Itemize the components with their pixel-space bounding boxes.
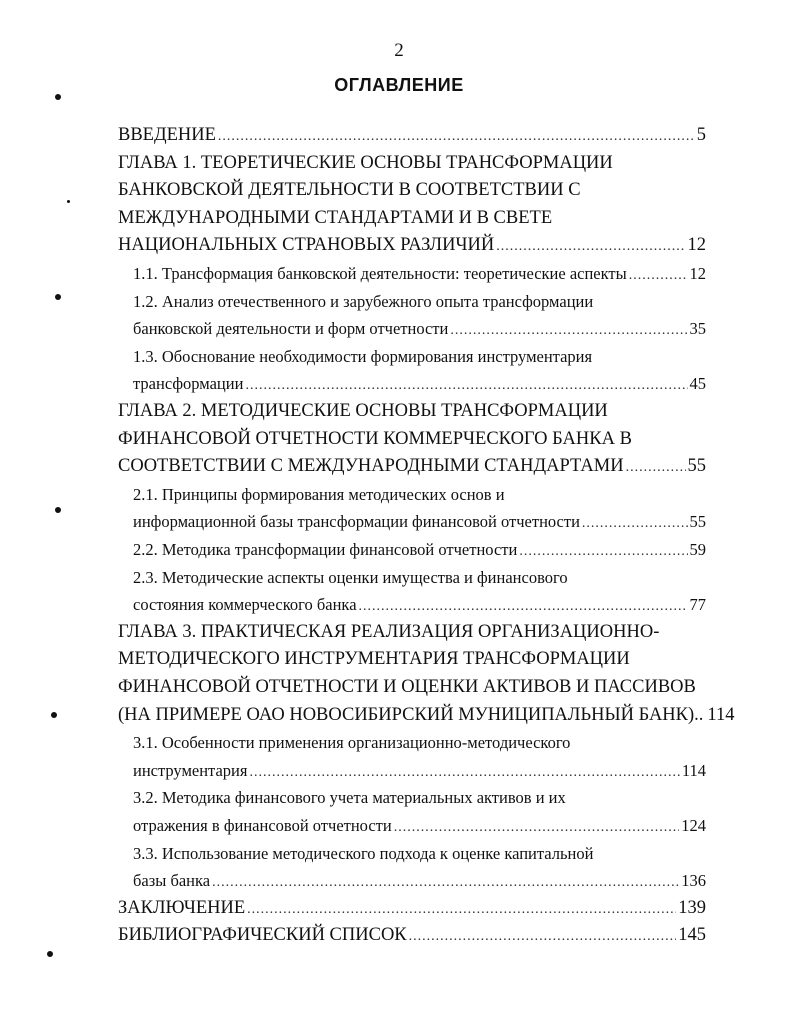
toc-page-number: 59	[689, 540, 706, 559]
toc-entry-text: ЗАКЛЮЧЕНИЕ	[118, 897, 246, 918]
dot-leader	[218, 123, 695, 150]
toc-entry-text: инструментария	[133, 760, 248, 780]
toc-line	[118, 895, 706, 922]
toc-entry-text: ФИНАНСОВОЙ ОТЧЕТНОСТИ КОММЕРЧЕСКОГО БАНКА В	[118, 428, 632, 449]
toc-entry-text: 2.1. Принципы формирования методических основ и	[133, 484, 505, 504]
toc-entry-text: 3.1. Особенности применения организационно-методического	[133, 733, 571, 753]
dot-leader	[359, 593, 688, 620]
toc-line	[118, 674, 696, 701]
dot-leader	[409, 923, 677, 950]
toc-page-number: 12	[687, 235, 706, 256]
toc-entry-text: БАНКОВСКОЙ ДЕЯТЕЛЬНОСТИ В СООТВЕТСТВИИ С	[118, 180, 581, 201]
dot-leader	[247, 896, 676, 923]
toc-line	[133, 564, 568, 591]
toc-line	[118, 232, 706, 259]
toc-page-number: 55	[689, 512, 706, 532]
toc-entry-text: БИБЛИОГРАФИЧЕСКИЙ СПИСОК	[118, 925, 407, 946]
dot-leader	[450, 317, 687, 344]
toc-entry-text: 1.3. Обоснование необходимости формирования инструментария	[133, 346, 593, 366]
toc-entry-text: 2.3. Методические аспекты оценки имущества и финансового	[133, 567, 568, 587]
dot-leader	[626, 454, 686, 481]
toc-line	[133, 343, 592, 370]
toc-entry-text: 2.2. Методика трансформации финансовой отчетности	[133, 540, 518, 559]
dot-leader	[519, 538, 687, 565]
toc-line	[133, 508, 706, 535]
scan-mark	[67, 200, 70, 203]
toc-line	[133, 288, 593, 315]
toc-line	[118, 398, 608, 425]
page-title: ОГЛАВЛЕНИЕ	[334, 75, 464, 95]
toc-entry-text: НАЦИОНАЛЬНЫХ СТРАНОВЫХ РАЗЛИЧИЙ	[118, 235, 495, 256]
toc-page-number: 145	[678, 925, 706, 946]
toc-page-number: 45	[689, 374, 706, 394]
toc-line	[133, 481, 505, 508]
toc-line	[133, 536, 706, 563]
toc-line	[118, 922, 706, 949]
toc-page-number: 12	[689, 264, 706, 283]
dot-leader	[496, 233, 685, 260]
toc-entry-text: ГЛАВА 2. МЕТОДИЧЕСКИЕ ОСНОВЫ ТРАНСФОРМАЦИИ	[118, 401, 608, 421]
dot-leader	[394, 814, 680, 841]
toc-line	[118, 453, 706, 480]
dot-leader	[582, 510, 688, 537]
dot-leader	[249, 759, 679, 786]
toc-line	[133, 840, 593, 867]
toc-entry-text: 1.2. Анализ отечественного и зарубежного опыта трансформации	[133, 291, 594, 311]
toc-line	[118, 122, 706, 149]
scan-mark	[51, 712, 57, 718]
toc-line	[133, 784, 566, 811]
toc-line	[133, 370, 706, 397]
toc-page-number: 136	[681, 871, 706, 891]
toc-entry-text: ГЛАВА 3. ПРАКТИЧЕСКАЯ РЕАЛИЗАЦИЯ ОРГАНИЗАЦИОННО-	[118, 621, 660, 642]
scan-mark	[55, 507, 61, 513]
toc-page-number: 114	[707, 704, 735, 725]
scan-mark	[55, 94, 61, 100]
dot-leader	[212, 869, 679, 896]
dot-leader	[245, 372, 687, 399]
toc-entry-text: СООТВЕТСТВИИ С МЕЖДУНАРОДНЫМИ СТАНДАРТАМИ	[118, 456, 624, 477]
toc-page-number: 114	[681, 760, 706, 780]
page-number: 2	[394, 40, 404, 61]
scan-mark	[55, 294, 61, 300]
toc-page-number: 55	[687, 456, 706, 477]
toc-line	[133, 315, 706, 342]
toc-entry-text: 1.1. Трансформация банковской деятельности: теоретические аспекты	[133, 264, 627, 283]
toc-line	[133, 812, 706, 839]
toc-entry-text: 3.3. Использование методического подхода к оценке капитальной	[133, 843, 594, 863]
toc-line	[133, 729, 570, 756]
toc-entry-text: трансформации	[133, 374, 244, 394]
toc-line	[118, 702, 735, 729]
toc-line	[118, 426, 632, 453]
toc-line	[133, 591, 706, 618]
toc-entry-text: базы банка	[133, 871, 211, 891]
toc-line	[118, 177, 581, 204]
toc-line	[118, 646, 630, 673]
toc-line	[133, 867, 706, 894]
toc-page-number: 139	[678, 897, 706, 918]
toc-page-number: 5	[696, 125, 706, 145]
toc-entry-text: информационной базы трансформации финансовой отчетности	[133, 512, 580, 532]
toc-entry-text: (НА ПРИМЕРЕ ОАО НОВОСИБИРСКИЙ МУНИЦИПАЛЬНЫЙ БАНК)..	[118, 704, 704, 725]
scan-mark	[47, 951, 53, 957]
toc-entry-text: ГЛАВА 1. ТЕОРЕТИЧЕСКИЕ ОСНОВЫ ТРАНСФОРМАЦИИ	[118, 152, 613, 173]
toc-line	[118, 150, 613, 177]
toc-line	[118, 205, 552, 232]
toc-page-number: 35	[689, 319, 706, 339]
toc-entry-text: банковской деятельности и форм отчетности	[133, 319, 449, 339]
toc-entry-text: ВВЕДЕНИЕ	[118, 125, 216, 145]
toc-line	[133, 260, 706, 287]
toc-entry-text: МЕТОДИЧЕСКОГО ИНСТРУМЕНТАРИЯ ТРАНСФОРМАЦИИ	[118, 649, 630, 670]
toc-entry-text: состояния коммерческого банка	[133, 595, 357, 615]
toc-entry-text: отражения в финансовой отчетности	[133, 816, 392, 835]
toc-entry-text: ФИНАНСОВОЙ ОТЧЕТНОСТИ И ОЦЕНКИ АКТИВОВ И ПАССИВОВ	[118, 677, 696, 697]
toc-entry-text: 3.2. Методика финансового учета материальных активов и их	[133, 788, 566, 808]
toc-line	[118, 619, 659, 646]
dot-leader	[629, 262, 688, 289]
toc-entry-text: МЕЖДУНАРОДНЫМИ СТАНДАРТАМИ И В СВЕТЕ	[118, 207, 553, 228]
toc-page-number: 124	[681, 816, 706, 835]
toc-page-number: 77	[689, 595, 706, 615]
toc-line	[133, 757, 706, 784]
